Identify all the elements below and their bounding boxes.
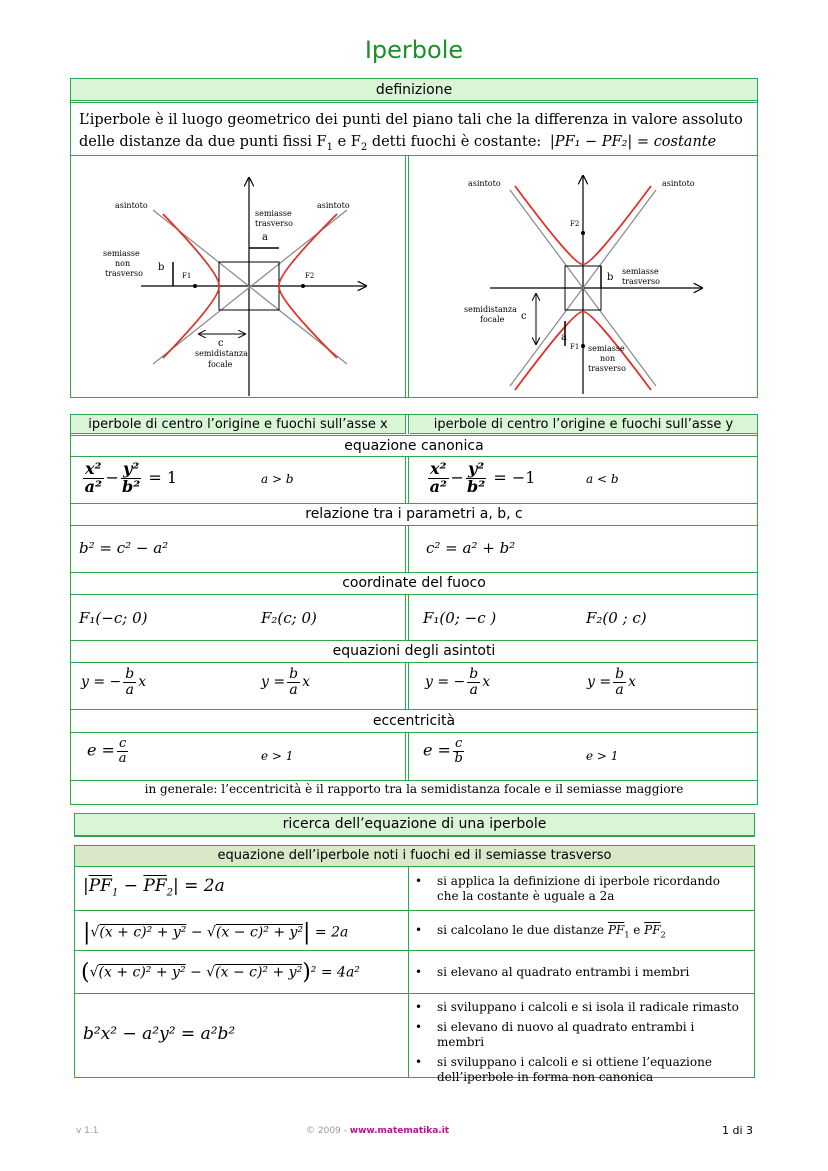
footer-copyright: © 2009 - www.matematika.it [306, 1126, 450, 1136]
x-a-label: a [262, 232, 268, 243]
definition-text: L’iperbole è il luogo geometrico dei punti del piano tali che la differenza in valore assoluto delle distanze da due punti fissi $F_1$ e $F_2$ detti fuochi è costante: |PF₁ − PF₂| = costante [79, 112, 743, 153]
definition-formula: |PF₁ − PF₂| = costante [549, 134, 717, 150]
col-x-header: iperbole di centro l’origine e fuochi sull’asse x [71, 415, 405, 434]
svg-text:trasverso: trasverso [588, 364, 626, 373]
svg-text:semiasse: semiasse [622, 267, 659, 276]
ricerca-formula-4: b²x² − a²y² = a²b² [83, 1024, 236, 1044]
y-asymptote-neg: y = − $\frac{b}{a}$ x [425, 666, 491, 698]
y-relation: c² = a² + b² [426, 539, 516, 557]
y-focus-2: F₂(0 ; c) [586, 609, 647, 627]
ecc-header: eccentricità [372, 713, 456, 729]
x-asintoto-left: asintoto [115, 201, 148, 210]
ricerca-formula-3: (√(x + c)² + y² − √(x − c)² + y²)² = 4a² [81, 960, 360, 985]
x-c-label: c [218, 338, 224, 349]
definition-section [70, 78, 758, 398]
ricerca-formula-1: $|\overline{PF}_1 - \overline{PF}_2| = 2a$ [83, 876, 225, 899]
ricerca-notes-1: • si applica la definizione di iperbole ricordando che la costante è uguale a 2a [411, 874, 745, 904]
y-asintoto-left: asintoto [468, 179, 501, 188]
x-asymptote-neg: y = − $\frac{b}{a}$ x [81, 666, 147, 698]
y-F1-label: F1 [570, 343, 580, 351]
page-number: 1 di 3 [722, 1124, 754, 1137]
site-link[interactable]: www.matematika.it [349, 1126, 450, 1136]
ricerca-table [74, 845, 755, 1084]
ricerca-header-bar [74, 813, 755, 837]
y-focus-1: F₁(0; −c ) [423, 609, 497, 627]
x-relation: b² = c² − a² [79, 539, 169, 557]
y-asymptote-pos: y = $\frac{b}{a}$ x [587, 666, 636, 698]
x-asymptote-pos: y = $\frac{b}{a}$ x [261, 666, 310, 698]
x-b-label: b [158, 262, 165, 273]
svg-text:focale: focale [208, 360, 233, 369]
ricerca-header: ricerca dell’equazione di una iperbole [75, 814, 754, 835]
x-ecc-condition: e > 1 [261, 749, 294, 763]
y-b-label: b [607, 272, 614, 283]
svg-text:non: non [600, 354, 616, 363]
y-eccentricity: e = $\frac{c}{b}$ [423, 736, 463, 766]
relazione-header: relazione tra i parametri a, b, c [305, 506, 523, 522]
hyperbola-x-figure [71, 156, 405, 398]
x-eccentricity: e = $\frac{c}{a}$ [87, 736, 127, 766]
svg-text:semidistanza: semidistanza [464, 305, 517, 314]
x-focus-1: F₁(−c; 0) [79, 609, 148, 627]
svg-text:focale: focale [480, 315, 505, 324]
svg-text:semiasse: semiasse [103, 249, 140, 258]
x-F1-label: F1 [182, 272, 192, 280]
x-F2-label: F2 [305, 272, 315, 280]
page-title: Iperbole [364, 36, 464, 64]
svg-text:semiasse: semiasse [588, 344, 625, 353]
y-ecc-condition: e > 1 [586, 749, 619, 763]
ricerca-subheader: equazione dell’iperbole noti i fuochi ed il semiasse trasverso [75, 846, 754, 867]
hyperbola-y-figure [410, 156, 757, 398]
x-focus-2: F₂(c; 0) [261, 609, 317, 627]
cases-table [70, 414, 758, 805]
footer-version: v 1.1 [76, 1126, 99, 1136]
x-asintoto-right: asintoto [317, 201, 350, 210]
svg-text:semiasse: semiasse [255, 209, 292, 218]
y-a-label: a [561, 332, 567, 343]
definition-header: definizione [71, 79, 757, 101]
ricerca-notes-3: • si elevano al quadrato entrambi i membri [411, 965, 745, 980]
x-canonical-eq: $\frac{\text{x²}}{\text{a²}}$ − $\frac{\text{y²}}{\text{b²}}$ = 1 [84, 459, 178, 496]
y-c-label: c [521, 311, 527, 322]
ecc-note: in generale: l’eccentricità è il rapporto tra la semidistanza focale e il semiasse maggiore [144, 782, 684, 796]
y-condition: a < b [586, 472, 619, 486]
col-y-header: iperbole di centro l’origine e fuochi sull’asse y [410, 415, 757, 434]
ricerca-notes-4: • si sviluppano i calcoli e si isola il radicale rimasto • si elevano di nuovo al quadrato entrambi i membri • si sviluppano i calcoli e si ottiene l’equazione dell’iperbole in forma non canonica [411, 1000, 745, 1085]
svg-text:trasverso: trasverso [255, 219, 293, 228]
ricerca-notes-2: • si calcolano le due distanze $\overline{PF}_1$ e $\overline{PF}_2$ [411, 923, 745, 942]
svg-text:trasverso: trasverso [622, 277, 660, 286]
y-F2-label: F2 [570, 220, 580, 228]
svg-text:non: non [115, 259, 131, 268]
x-condition: a > b [261, 472, 294, 486]
asintoti-header: equazioni degli asintoti [332, 643, 496, 659]
y-canonical-eq: $\frac{\text{x²}}{\text{a²}}$ − $\frac{\text{y²}}{\text{b²}}$ = −1 [429, 459, 536, 496]
ricerca-formula-2: |√(x + c)² + y² − √(x − c)² + y²| = 2a [83, 920, 349, 945]
svg-text:semidistanza: semidistanza [195, 349, 248, 358]
eq-canonica-header: equazione canonica [344, 438, 484, 454]
fuoco-header: coordinate del fuoco [342, 575, 486, 591]
y-asintoto-right: asintoto [662, 179, 695, 188]
svg-text:trasverso: trasverso [105, 269, 143, 278]
